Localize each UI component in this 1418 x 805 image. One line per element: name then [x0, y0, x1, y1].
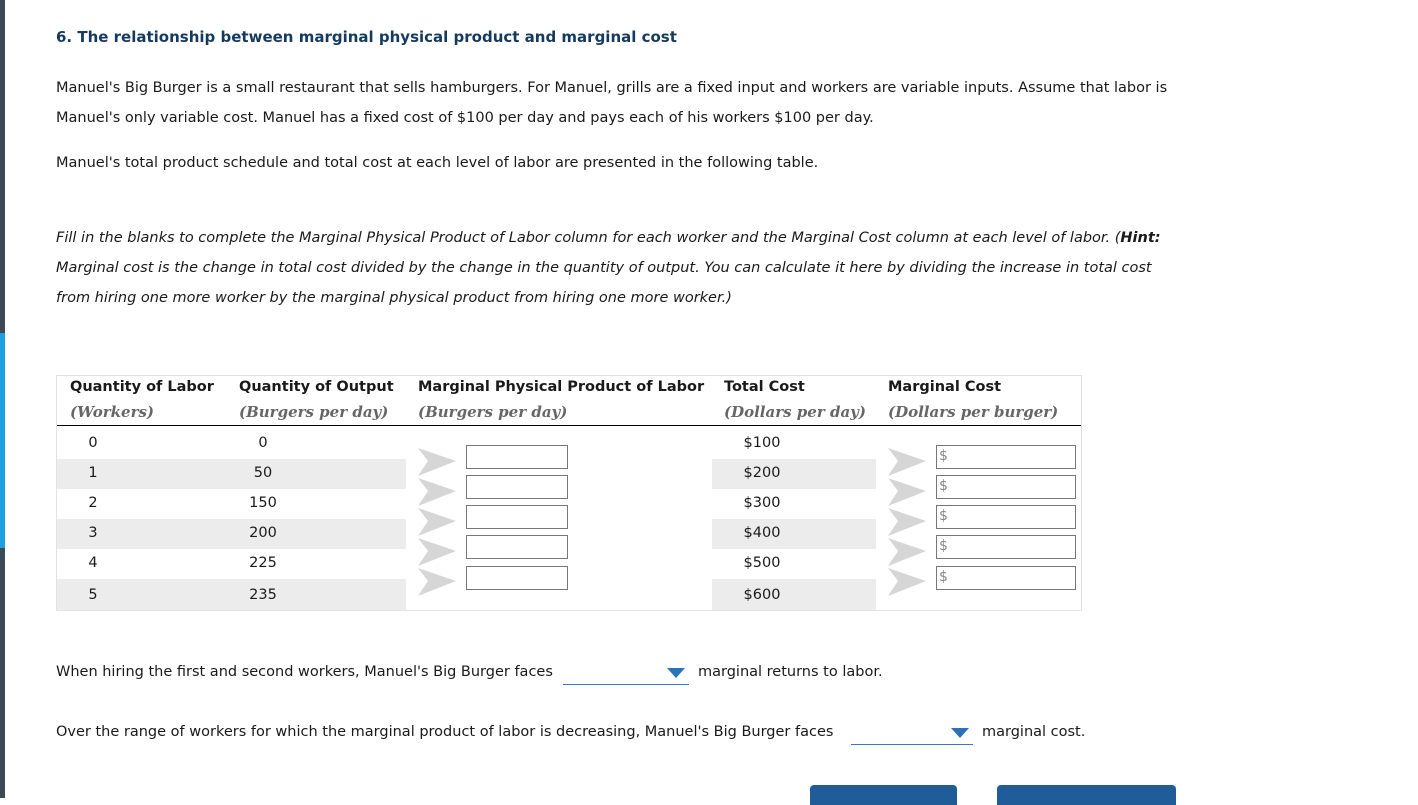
chevron-right-icon — [886, 446, 928, 480]
chevron-right-icon — [416, 566, 458, 600]
mc-field-worker-5[interactable] — [936, 566, 1076, 590]
intro-line-2: Manuel's only variable cost. Manuel has a fixed cost of $100 per day and pays each of his workers $100 per day. — [56, 110, 874, 126]
dollar-sign: $ — [939, 569, 948, 585]
cell-total-cost: $600 — [743, 587, 781, 603]
header-marginal-cost-unit: (Dollars per burger) — [888, 403, 1059, 421]
table-intro: Manuel's total product schedule and total cost at each level of labor are presented in the following table. — [56, 155, 819, 171]
header-output-unit: (Burgers per day) — [239, 403, 389, 421]
cell-output: 0 — [258, 435, 268, 451]
header-labor-unit: (Workers) — [70, 403, 155, 421]
chevron-right-icon — [416, 446, 458, 480]
marginal-cost-dropdown[interactable] — [851, 724, 973, 745]
question-1-prefix: When hiring the first and second workers, Manuel's Big Burger faces — [56, 664, 553, 680]
cell-total-cost: $500 — [743, 555, 781, 571]
intro-line-1: Manuel's Big Burger is a small restaurant that sells hamburgers. For Manuel, grills are a fixed input and workers are variable inputs. Assume that labor is — [56, 80, 1168, 96]
dollar-sign: $ — [939, 538, 948, 554]
header-marginal-cost: Marginal Cost — [888, 379, 1002, 395]
mc-input-worker-4[interactable] — [951, 538, 1075, 558]
chevron-right-icon — [416, 476, 458, 510]
question-title: 6. The relationship between marginal physical product and marginal cost — [56, 28, 677, 46]
cell-labor: 5 — [88, 587, 98, 603]
cell-labor: 2 — [88, 495, 98, 511]
mc-input-worker-5[interactable] — [951, 569, 1075, 589]
chevron-down-icon — [951, 728, 969, 738]
cell-output: 150 — [249, 495, 277, 511]
cell-total-cost: $300 — [743, 495, 781, 511]
mpp-input-worker-3[interactable] — [466, 505, 568, 529]
header-output: Quantity of Output — [239, 379, 394, 395]
mc-input-worker-1[interactable] — [951, 448, 1075, 468]
instructions-line-3: from hiring one more worker by the marginal physical product from hiring one more worker.) — [56, 290, 732, 306]
cell-output: 50 — [253, 465, 273, 481]
mc-field-worker-3[interactable] — [936, 505, 1076, 529]
cell-labor: 3 — [88, 525, 98, 541]
dollar-sign: $ — [939, 478, 948, 494]
chevron-right-icon — [886, 536, 928, 570]
header-mpp-unit: (Burgers per day) — [418, 403, 568, 421]
action-button-left[interactable] — [810, 785, 957, 805]
header-labor: Quantity of Labor — [70, 379, 214, 395]
question-2-prefix: Over the range of workers for which the marginal product of labor is decreasing, Manuel's Big Burger faces — [56, 724, 834, 740]
mc-field-worker-2[interactable] — [936, 475, 1076, 499]
mc-field-worker-1[interactable] — [936, 445, 1076, 469]
chevron-down-icon — [667, 668, 685, 678]
cell-labor: 1 — [88, 465, 98, 481]
header-total-cost-unit: (Dollars per day) — [724, 403, 866, 421]
instructions-text-1: Fill in the blanks to complete the Marginal Physical Product of Labor column for each worker and the Marginal Cost column at each level of labor. ( — [56, 230, 1121, 246]
mpp-input-worker-1[interactable] — [466, 445, 568, 469]
chevron-right-icon — [886, 476, 928, 510]
cell-total-cost: $200 — [743, 465, 781, 481]
cell-total-cost: $400 — [743, 525, 781, 541]
instructions-paragraph — [56, 223, 1196, 313]
instructions-line-1 — [56, 223, 1196, 253]
header-rule — [57, 425, 1081, 426]
header-mpp: Marginal Physical Product of Labor — [418, 379, 705, 395]
instructions-line-2: Marginal cost is the change in total cost divided by the change in the quantity of output. You can calculate it here by dividing the increase in total cost — [56, 260, 1152, 276]
question-2-suffix: marginal cost. — [982, 724, 1086, 740]
action-button-right[interactable] — [997, 785, 1176, 805]
cell-output: 235 — [249, 587, 277, 603]
chevron-right-icon — [416, 506, 458, 540]
data-table — [56, 375, 1082, 611]
mc-field-worker-4[interactable] — [936, 535, 1076, 559]
cell-total-cost: $100 — [743, 435, 781, 451]
left-edge-accent — [0, 333, 5, 548]
dollar-sign: $ — [939, 508, 948, 524]
header-total-cost: Total Cost — [724, 379, 805, 395]
cell-labor: 4 — [88, 555, 98, 571]
intro-paragraph — [56, 73, 1196, 133]
chevron-right-icon — [886, 566, 928, 600]
mpp-input-worker-5[interactable] — [466, 566, 568, 590]
mc-input-worker-2[interactable] — [951, 478, 1075, 498]
dollar-sign: $ — [939, 448, 948, 464]
chevron-right-icon — [886, 506, 928, 540]
cell-output: 225 — [249, 555, 277, 571]
chevron-right-icon — [416, 536, 458, 570]
question-1-suffix: marginal returns to labor. — [698, 664, 883, 680]
returns-dropdown[interactable] — [563, 664, 689, 685]
mc-input-worker-3[interactable] — [951, 508, 1075, 528]
mpp-input-worker-2[interactable] — [466, 475, 568, 499]
hint-label: Hint: — [1120, 230, 1161, 246]
cell-output: 200 — [249, 525, 277, 541]
mpp-input-worker-4[interactable] — [466, 535, 568, 559]
cell-labor: 0 — [88, 435, 98, 451]
